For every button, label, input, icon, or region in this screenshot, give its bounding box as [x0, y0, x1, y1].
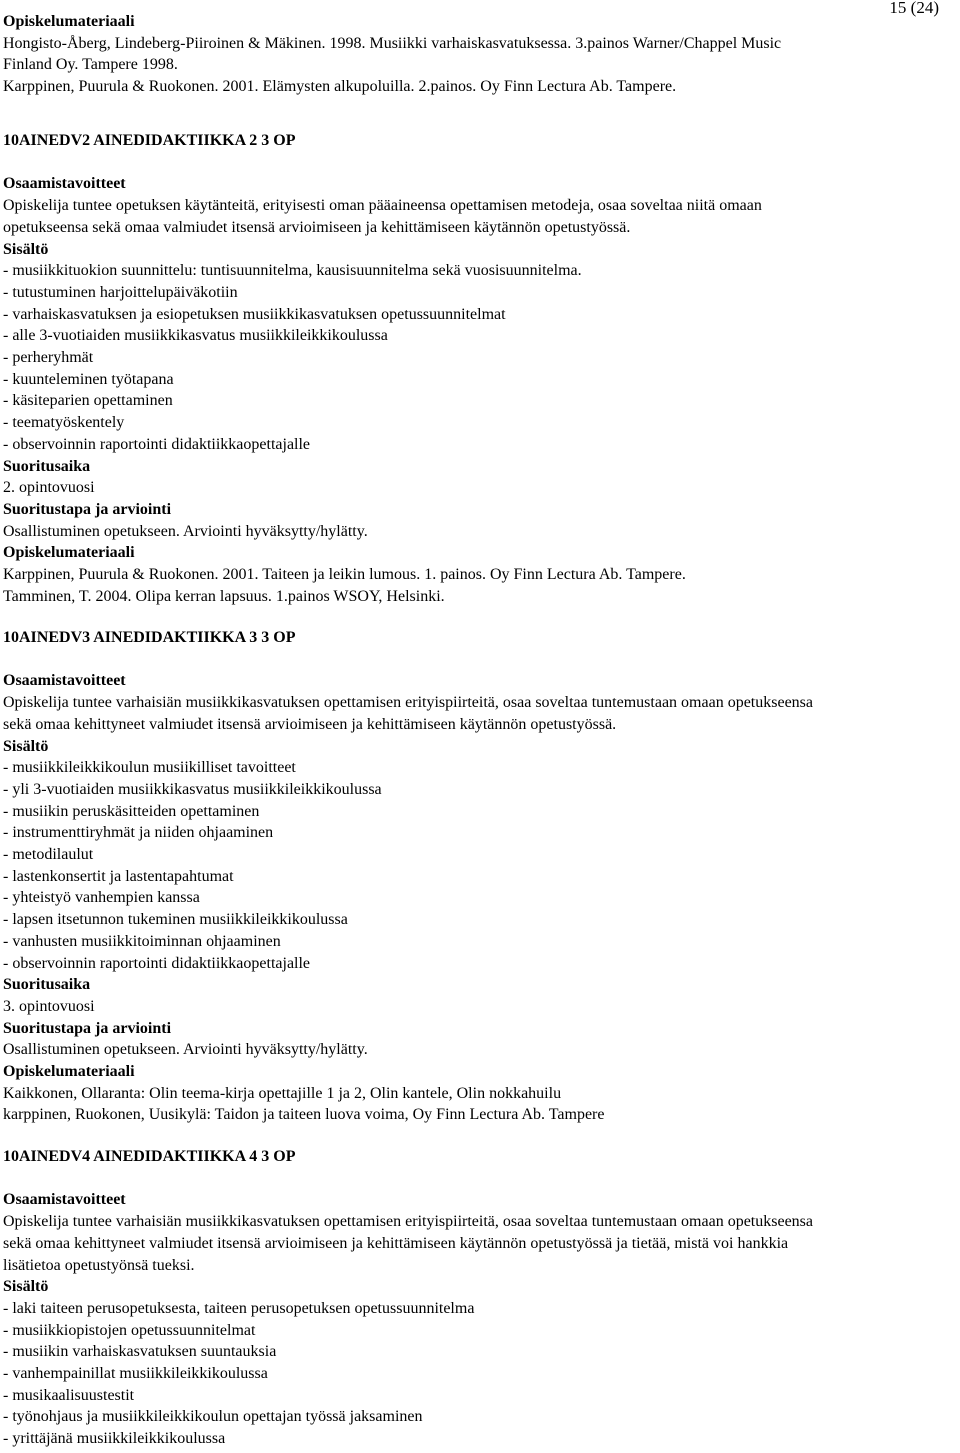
timing-heading: Suoritusaika: [3, 976, 91, 994]
goals-line: opetukseensa sekä omaa valmiudet itsensä arvioimiseen ja kehittämiseen käytännön opetustyössä.: [3, 218, 631, 236]
goals-line: Opiskelija tuntee varhaisiän musiikkikasvatuksen opettamisen erityispiirteitä, osaa soveltaa tuntemustaan omaan opetukseensa: [3, 694, 813, 712]
content-item: - vanhusten musiikkitoiminnan ohjaaminen: [3, 932, 281, 950]
content-item: - musiikkileikkikoulun musiikilliset tavoitteet: [3, 759, 296, 777]
content-item: - musiikin peruskäsitteiden opettaminen: [3, 802, 260, 820]
course-2-section: [3, 130, 958, 607]
course-title: 10AINEDV4 AINEDIDAKTIIKKA 4 3 OP: [3, 1148, 296, 1165]
content-item: - perheryhmät: [3, 349, 94, 367]
content-item: - yrittäjänä musiikkileikkikoulussa: [3, 1430, 226, 1448]
content-item: - laki taiteen perusopetuksesta, taiteen perusopetuksen opetussuunnitelma: [3, 1299, 475, 1317]
content-item: - lapsen itsetunnon tukeminen musiikkileikkikoulussa: [3, 911, 348, 929]
material-line: Karppinen, Puurula & Ruokonen. 2001. Taiteen ja leikin lumous. 1. painos. Oy Finn Lectura Ab. Tampere.: [3, 566, 686, 584]
timing-value: 2. opintovuosi: [3, 479, 95, 497]
content-item: - observoinnin raportointi didaktiikkaopettajalle: [3, 435, 311, 453]
content-item: - teematyöskentely: [3, 414, 125, 432]
goals-line: sekä omaa kehittyneet valmiudet itsensä arvioimiseen ja kehittämiseen käytännön opetustyössä.: [3, 715, 617, 733]
section-heading: Opiskelumateriaali: [3, 13, 135, 30]
assessment-heading: Suoritustapa ja arviointi: [3, 500, 172, 518]
content-item: - musiikin varhaiskasvatuksen suuntauksia: [3, 1343, 277, 1361]
goals-line: sekä omaa kehittyneet valmiudet itsensä arvioimiseen ja kehittämiseen käytännön opetustyössä ja tietää, mistä voi hankkia: [3, 1234, 789, 1252]
assessment-value: Osallistuminen opetukseen. Arviointi hyväksytty/hylätty.: [3, 522, 368, 540]
content-item: - observoinnin raportointi didaktiikkaopettajalle: [3, 954, 311, 972]
content-heading: Sisältö: [3, 1278, 49, 1296]
assessment-heading: Suoritustapa ja arviointi: [3, 1019, 172, 1037]
content-heading: Sisältö: [3, 240, 49, 258]
goals-line: Opiskelija tuntee varhaisiän musiikkikasvatuksen opettamisen erityispiirteitä, osaa soveltaa tuntemustaan omaan opetukseensa: [3, 1213, 813, 1231]
course-3-section: [3, 627, 958, 1126]
top-materials-section: [3, 11, 958, 98]
material-line: Kaikkonen, Ollaranta: Olin teema-kirja opettajille 1 ja 2, Olin kantele, Olin nokkahuilu: [3, 1084, 562, 1102]
page-number: 15 (24): [889, 0, 939, 17]
material-line: karppinen, Ruokonen, Uusikylä: Taidon ja taiteen luova voima, Oy Finn Lectura Ab. Tampere: [3, 1106, 605, 1124]
goals-heading: Osaamistavoitteet: [3, 1191, 126, 1209]
content-item: - alle 3-vuotiaiden musiikkikasvatus musiikkileikkikoulussa: [3, 327, 388, 345]
materials-heading: Opiskelumateriaali: [3, 544, 135, 562]
assessment-value: Osallistuminen opetukseen. Arviointi hyväksytty/hylätty.: [3, 1041, 368, 1059]
content-item: - instrumenttiryhmät ja niiden ohjaaminen: [3, 824, 274, 842]
goals-heading: Osaamistavoitteet: [3, 672, 126, 690]
content-item: - musikaalisuustestit: [3, 1386, 135, 1404]
content-item: - yhteistyö vanhempien kanssa: [3, 889, 200, 907]
reference-line: Finland Oy. Tampere 1998.: [3, 56, 178, 74]
goals-line: lisätietoa opetustyönsä tueksi.: [3, 1256, 195, 1274]
goals-line: Opiskelija tuntee opetuksen käytänteitä, erityisesti oman pääaineensa opettamisen metodeja, osaa soveltaa niitä omaan: [3, 197, 762, 215]
reference-line: Hongisto-Åberg, Lindeberg-Piiroinen & Mäkinen. 1998. Musiikki varhaiskasvatuksessa. 3.painos Warner/Chappel Music: [3, 34, 782, 52]
course-title: 10AINEDV2 AINEDIDAKTIIKKA 2 3 OP: [3, 132, 296, 149]
materials-heading: Opiskelumateriaali: [3, 1063, 135, 1081]
content-item: - metodilaulut: [3, 846, 94, 864]
timing-heading: Suoritusaika: [3, 457, 91, 475]
content-heading: Sisältö: [3, 737, 49, 755]
content-item: - musiikkiopistojen opetussuunnitelmat: [3, 1321, 256, 1339]
content-item: - vanhempainillat musiikkileikkikoulussa: [3, 1365, 268, 1383]
content-item: - kuunteleminen työtapana: [3, 370, 174, 388]
course-4-section: [3, 1146, 958, 1450]
course-title: 10AINEDV3 AINEDIDAKTIIKKA 3 3 OP: [3, 629, 296, 646]
goals-heading: Osaamistavoitteet: [3, 175, 126, 193]
reference-line: Karppinen, Puurula & Ruokonen. 2001. Elämysten alkupoluilla. 2.painos. Oy Finn Lectura Ab. Tampere.: [3, 78, 677, 96]
content-item: - työnohjaus ja musiikkileikkikoulun opettajan työssä jaksaminen: [3, 1408, 423, 1426]
content-item: - musiikkituokion suunnittelu: tuntisuunnitelma, kausisuunnitelma sekä vuosisuunnitelma.: [3, 262, 582, 280]
content-item: - lastenkonsertit ja lastentapahtumat: [3, 867, 234, 885]
timing-value: 3. opintovuosi: [3, 997, 95, 1015]
material-line: Tamminen, T. 2004. Olipa kerran lapsuus. 1.painos WSOY, Helsinki.: [3, 587, 445, 605]
content-item: - käsiteparien opettaminen: [3, 392, 173, 410]
content-item: - varhaiskasvatuksen ja esiopetuksen musiikkikasvatuksen opetussuunnitelmat: [3, 305, 506, 323]
content-item: - tutustuminen harjoittelupäiväkotiin: [3, 283, 238, 301]
content-item: - yli 3-vuotiaiden musiikkikasvatus musiikkileikkikoulussa: [3, 780, 382, 798]
